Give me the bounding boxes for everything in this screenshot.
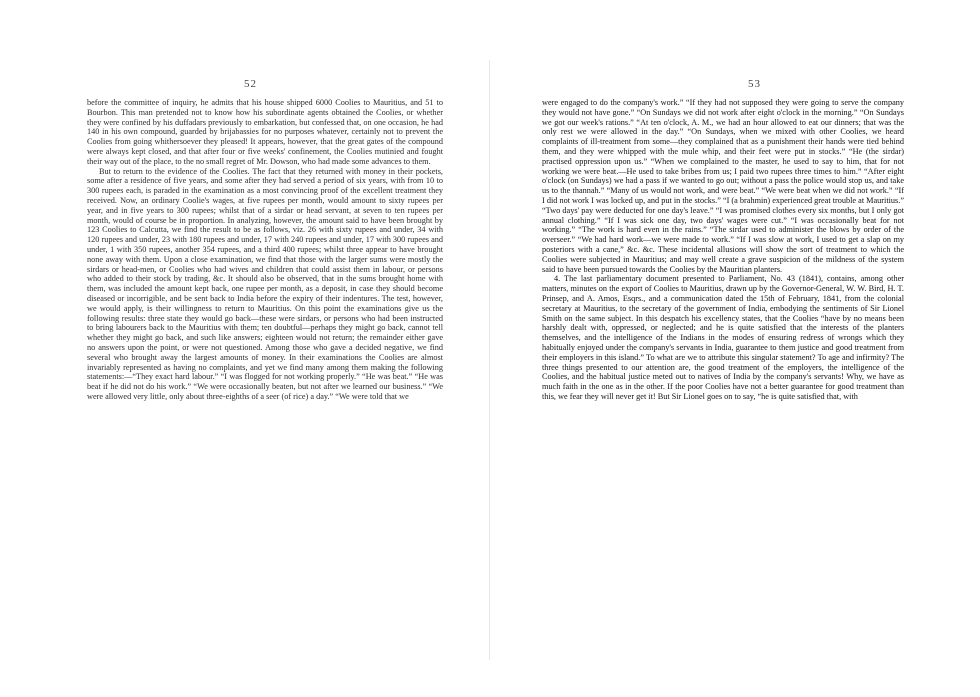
- right-paragraph-2: 4. The last parliamentary document presented to Parliament, No. 43 (1841), contains, among other matters, minutes on the export of Coolies to Mauritius, drawn up by the Governor-General, W. W. Bird, H. T. Prinsep, and A. Amos, Esqrs., and a communication dated the 15th of February, 1841, from the colonial secretary at Mauritius, to the secretary of the government of India, embodying the sentiments of Sir Lionel Smith on the same subject. In this despatch his excellency states, that the Coolies “have by no means been harshly dealt with, oppressed, or neglected; and he is quite satisfied that the interests of the planters themselves, and the intelligence of the Indians in the modes of ensuring redress of wrongs which they habitually enjoyed under the company's servants in India, guarantee to them justice and good treatment from their employers in this island.” To what are we to attribute this singular statement? To age and infirmity? The three things presented to our attention are, the good treatment of the employers, the intelligence of the Coolies, and the habitual justice meted out to natives of India by the company's servants! Why, we have as much faith in the one as in the other. If the poor Coolies have not a better guarantee for good treatment than this, we fear they will never get it! But Sir Lionel goes on to say, “he is quite satisfied that, with: [542, 274, 904, 401]
- page-number-right: 53: [748, 78, 761, 90]
- right-paragraph-1: were engaged to do the company's work.” “If they had not supposed they were going to serve the company they would not have gone.” “On Sundays we did not work after eight o'clock in the morning.” “On Sundays we got our week's rations.” “At ten o'clock, A. M., we had an hour allowed to eat our dinners; that was the only rest we were allowed in the day.” “On Sundays, when we mixed with other Coolies, we heard complaints of ill-treatment from some—they complained that as a punishment their hands were tied behind them, and they were whipped with the mule whip, and their feet were put in stocks.” “He (the sirdar) practised oppression upon us.” “When we complained to the master, he used to say to him, that for not working we were beat.—He used to take bribes from us; I paid two rupees three times to him.” “After eight o'clock (on Sundays) we had a pass if we wanted to go out; without a pass the police would stop us, and take us to the thannah.” “Many of us would not work, and were beat.” “We were beat when we did not work.” “If I did not work I was locked up, and put in the stocks.” “I (a brahmin) experienced great trouble at Mauritius.” “Two days' pay were deducted for one day's leave.” “I was promised clothes every six months, but I only got annual clothing.” “If I was sick one day, two days' wages were cut.” “I was occasionally beat for not working.” “The work is hard even in the rains.” “The sirdar used to administer the blows by order of the overseer.” “We had hard work—we were made to work.” “If I was slow at work, I used to get a slap on my posteriors with a cane,” &c. &c. These incidental allusions will show the sort of treatment to which the Coolies were subjected in Mauritius; and may well create a grave suspicion of the mildness of the system said to have been pursued towards the Coolies by the Mauritian planters.: [542, 98, 904, 274]
- left-page-text: [87, 98, 443, 402]
- left-paragraph-1: before the committee of inquiry, he admits that his house shipped 6000 Coolies to Mauritius, and 51 to Bourbon. This man pretended not to know how his subordinate agents obtained the Coolies, or whether they were confined by his duffadars previously to embarkation, but confessed that, on one occasion, he had 140 in his own compound, guarded by brijabassies for no purposes whatever, certainly not to prevent the Coolies from going whithersoever they pleased! It appears, however, that the great gates of the compound were always kept closed, and that after four or five weeks' confinement, the Coolies mutinied and fought their way out of the place, to the no small regret of Mr. Dowson, who had made some advances to them.: [87, 98, 443, 166]
- right-page: [490, 0, 980, 697]
- left-paragraph-2: But to return to the evidence of the Coolies. The fact that they returned with money in their pockets, some after a residence of five years, and some after they had served a period of six years, with from 10 to 300 rupees each, is paraded in the examination as a most convincing proof of the excellent treatment they received. Now, an ordinary Coolie's wages, at five rupees per month, would amount to sixty rupees per year, and in five years to 300 rupees; whilst that of a sirdar or head servant, at seven to ten rupees per month, would of course be in proportion. In analyzing, however, the amount said to have been brought by 123 Coolies to Calcutta, we find the result to be as follows, viz. 26 with sixty rupees and under, 34 with 120 rupees and under, 23 with 180 rupees and under, 17 with 240 rupees and under, 17 with 300 rupees and under, 1 with 350 rupees, another 354 rupees, and a third 400 rupees; whilst three appear to have brought none away with them. Upon a close examination, we find that those with the larger sums were mostly the sirdars or head-men, or Coolies who had wives and children that could assist them in labour, or persons who added to their stock by trading, &c. It should also be observed, that in the sums brought home with them, was included the amount kept back, one rupee per month, as a deposit, in case they should become diseased or incorrigible, and be sent back to India before the expiry of their indentures. The test, however, we would apply, is their willingness to return to Mauritius. On this point the examinations give us the following results: three state they would go back—these were sirdars, or persons who had been instructed to bring labourers back to the Mauritius with them; ten doubtful—perhaps they might go back, cannot tell whether they might go back, and such like answers; eighteen would not return; the remainder either gave no answers upon the point, or were not questioned. Among those who gave a decided negative, we find several who brought away the largest amounts of money. In their examinations the Coolies are almost invariably represented as having no complaints, and yet we find many among them making the following statements:—“They exact hard labour.” “I was flogged for not working properly.” “He was beat.” “He was beat if he did not do his work.” “We were occasionally beaten, but not after we learned our business.” “We were allowed very little, only about three-eighths of a seer (of rice) a day.” “We were told that we: [87, 166, 443, 401]
- right-page-text: [542, 98, 904, 402]
- page-number-left: 52: [244, 78, 257, 90]
